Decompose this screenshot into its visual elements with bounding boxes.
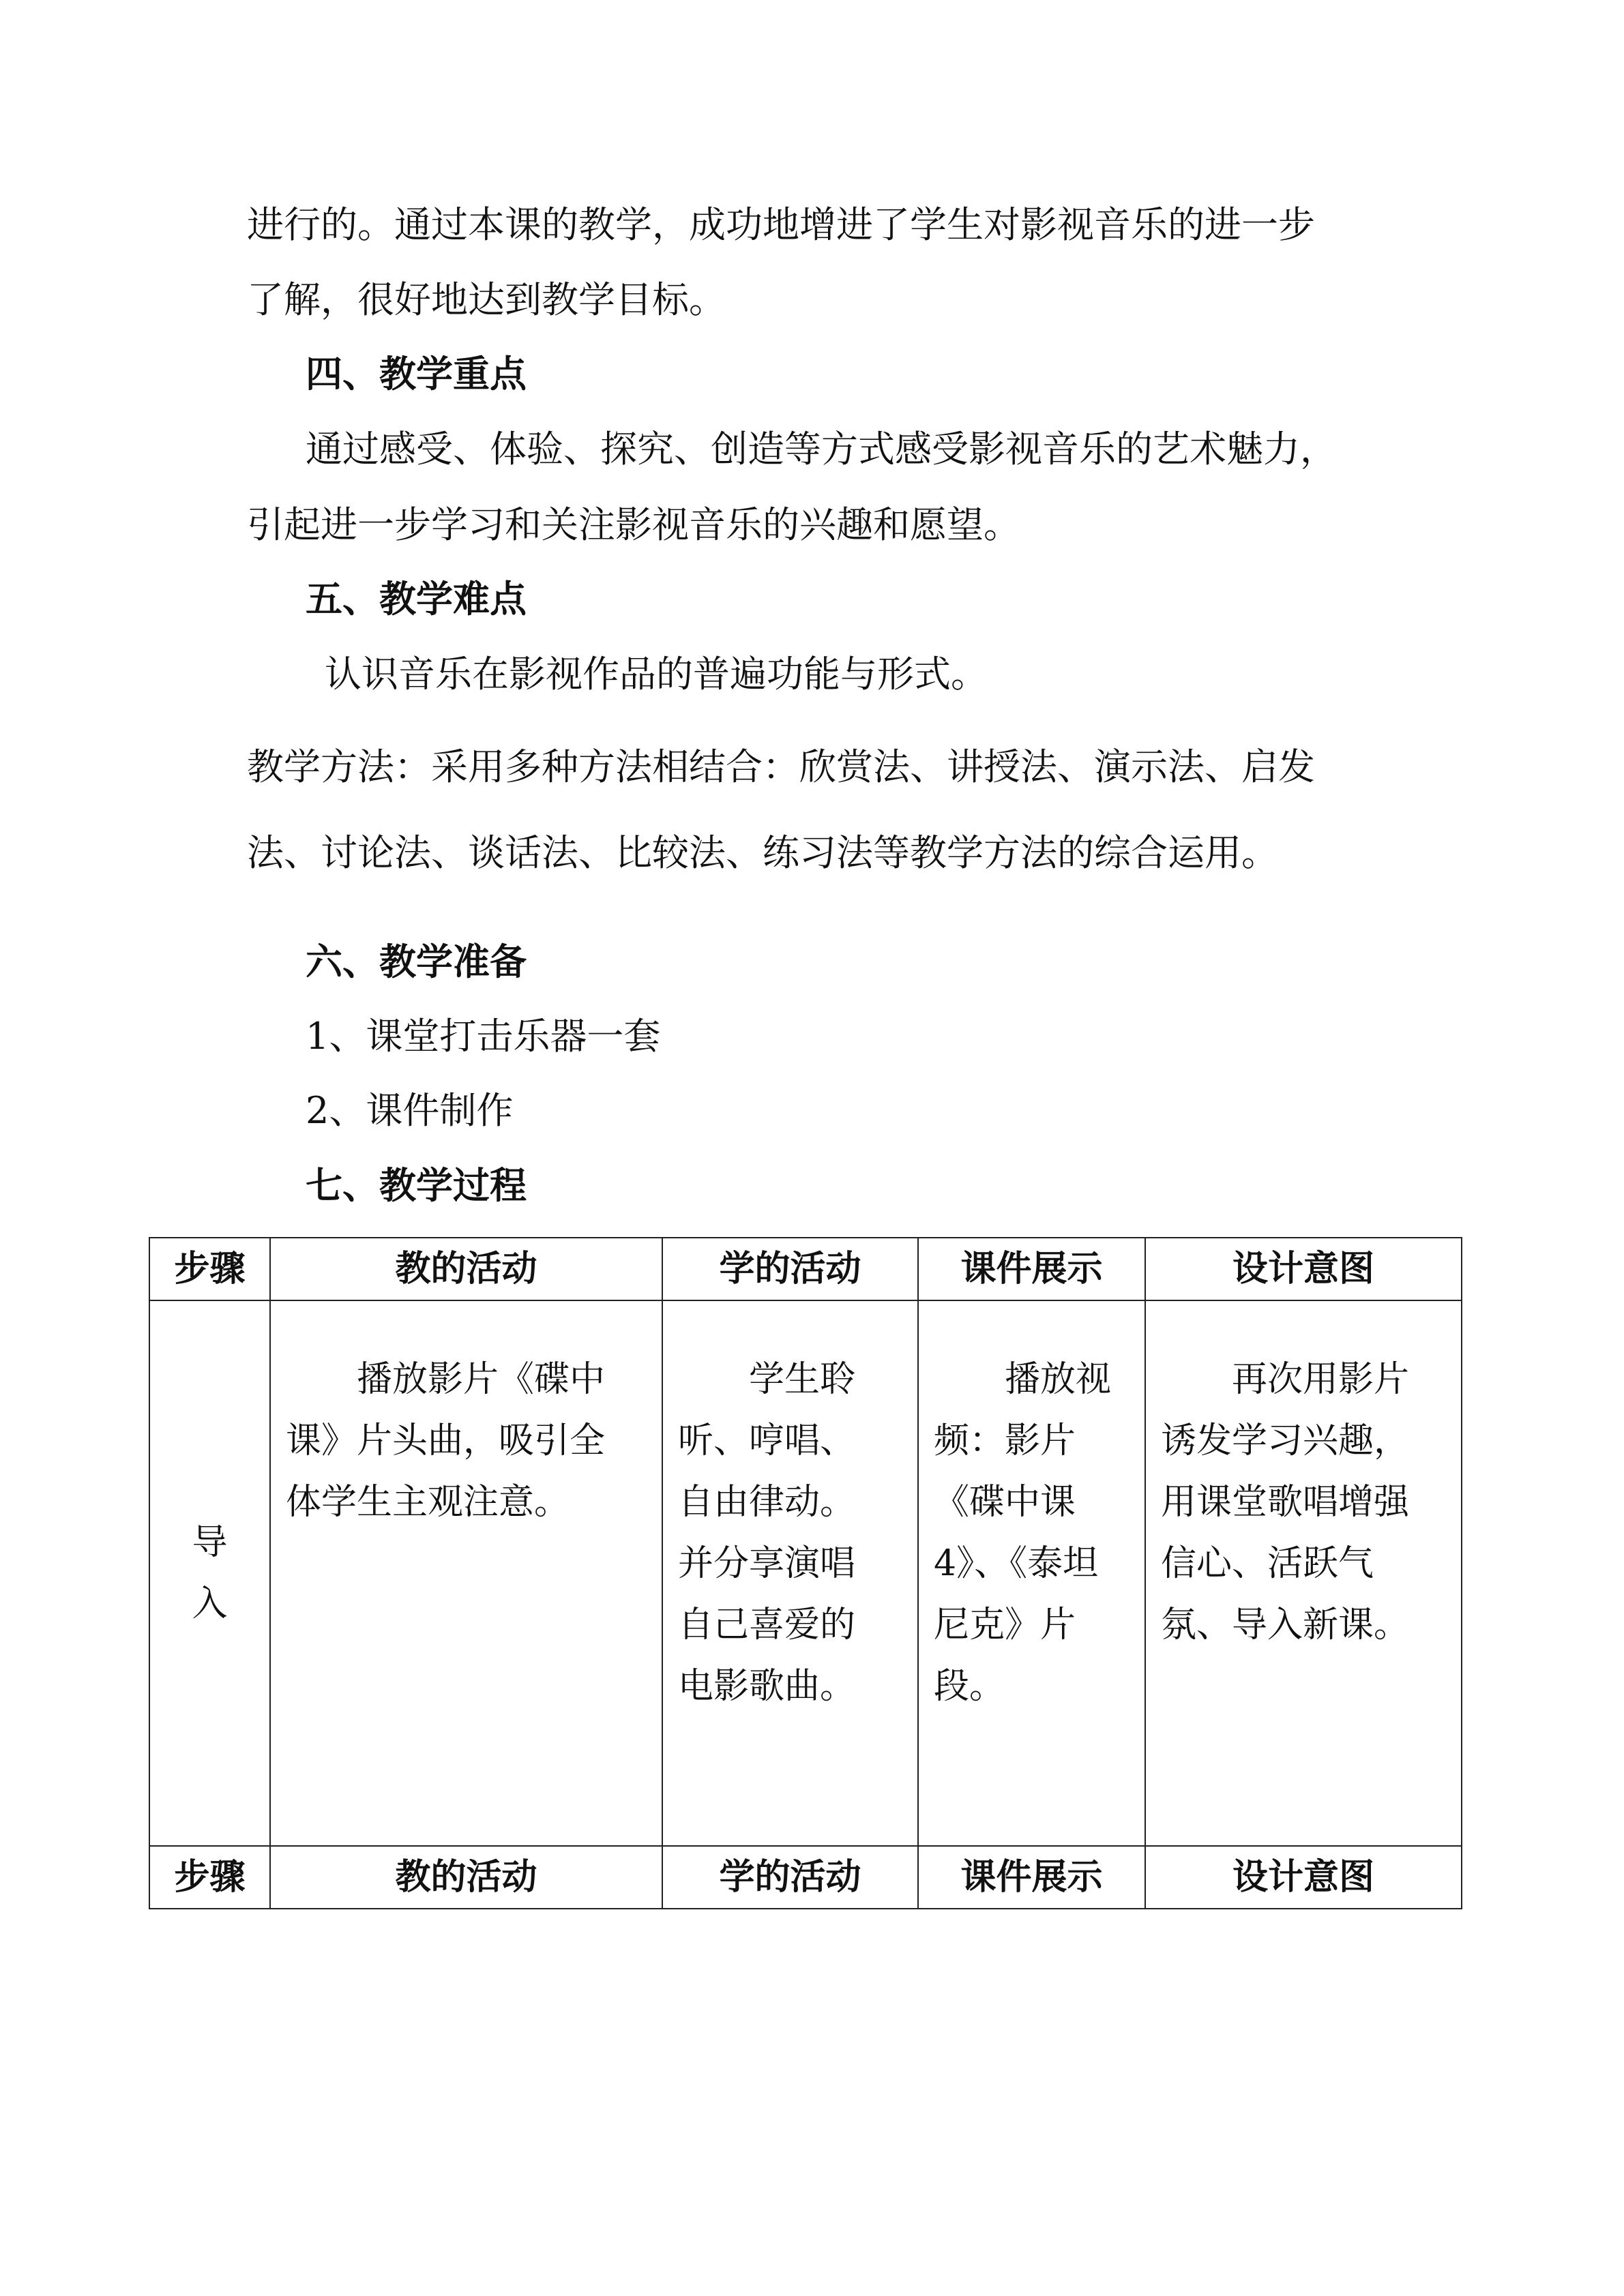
step-char: 入 [192, 1583, 228, 1624]
teaching-process-table [149, 1237, 1462, 1909]
list-item: 1、课堂打击乐器一套 [306, 1015, 661, 1058]
table-header-row [149, 1238, 1462, 1300]
cell-line: 频：影片 [934, 1420, 1076, 1461]
table-row [149, 1300, 1462, 1846]
step-cell [149, 1300, 270, 1846]
header-cell-step: 步骤 [149, 1846, 270, 1909]
paragraph-line: 认识音乐在影视作品的普遍功能与形式。 [325, 653, 988, 696]
table-header-row-repeat [149, 1846, 1462, 1909]
cell-line: 播放影片《碟中 [286, 1359, 606, 1400]
paragraph-line: 了解，很好地达到教学目标。 [247, 278, 726, 321]
section-heading-6: 六、教学准备 [306, 940, 527, 983]
cell-line: 体学生主观注意。 [286, 1482, 570, 1523]
header-cell-student: 学的活动 [662, 1238, 918, 1300]
cell-line: 电影歌曲。 [678, 1666, 856, 1707]
cell-line: 用课堂歌唱增强 [1161, 1482, 1410, 1523]
section-heading-7: 七、教学过程 [306, 1163, 527, 1207]
cell-line: 听、哼唱、 [678, 1420, 856, 1461]
header-cell-intent: 设计意图 [1145, 1846, 1462, 1909]
cell-line: 自由律动。 [678, 1482, 856, 1523]
header-cell-courseware: 课件展示 [918, 1846, 1145, 1909]
section-heading-5: 五、教学难点 [306, 577, 527, 621]
step-char: 导 [192, 1522, 228, 1563]
header-cell-courseware: 课件展示 [918, 1238, 1145, 1300]
cell-line: 并分享演唱 [678, 1543, 856, 1584]
teacher-activity-cell [270, 1300, 662, 1846]
paragraph-line: 进行的。通过本课的教学，成功地增进了学生对影视音乐的进一步 [247, 203, 1315, 246]
header-cell-teacher: 教的活动 [270, 1238, 662, 1300]
student-activity-cell [662, 1300, 918, 1846]
header-cell-intent: 设计意图 [1145, 1238, 1462, 1300]
cell-line: 播放视 [934, 1359, 1112, 1400]
cell-line: 诱发学习兴趣， [1161, 1420, 1410, 1461]
header-cell-student: 学的活动 [662, 1846, 918, 1909]
cell-line: 自己喜爱的 [678, 1605, 856, 1645]
paragraph-line: 教学方法：采用多种方法相结合：欣赏法、讲授法、演示法、启发 [247, 745, 1315, 788]
cell-line: 段。 [934, 1666, 1005, 1707]
cell-line: 尼克》片 [934, 1605, 1076, 1645]
cell-line: 4》、《泰坦 [934, 1543, 1099, 1584]
courseware-cell [918, 1300, 1145, 1846]
cell-line: 氛、导入新课。 [1161, 1605, 1410, 1645]
list-item: 2、课件制作 [306, 1089, 514, 1132]
design-intent-cell [1145, 1300, 1462, 1846]
cell-line: 信心、活跃气 [1161, 1543, 1374, 1584]
cell-line: 课》片头曲，吸引全 [286, 1420, 606, 1461]
paragraph-line: 引起进一步学习和关注影视音乐的兴趣和愿望。 [247, 503, 1020, 546]
section-heading-4: 四、教学重点 [306, 352, 527, 396]
header-cell-step: 步骤 [149, 1238, 270, 1300]
paragraph-line: 通过感受、体验、探究、创造等方式感受影视音乐的艺术魅力， [306, 428, 1337, 471]
cell-line: 《碟中课 [934, 1482, 1076, 1523]
header-cell-teacher: 教的活动 [270, 1846, 662, 1909]
cell-line: 再次用影片 [1161, 1359, 1410, 1400]
cell-line: 学生聆 [678, 1359, 856, 1400]
paragraph-line: 法、讨论法、谈话法、比较法、练习法等教学方法的综合运用。 [247, 831, 1278, 874]
